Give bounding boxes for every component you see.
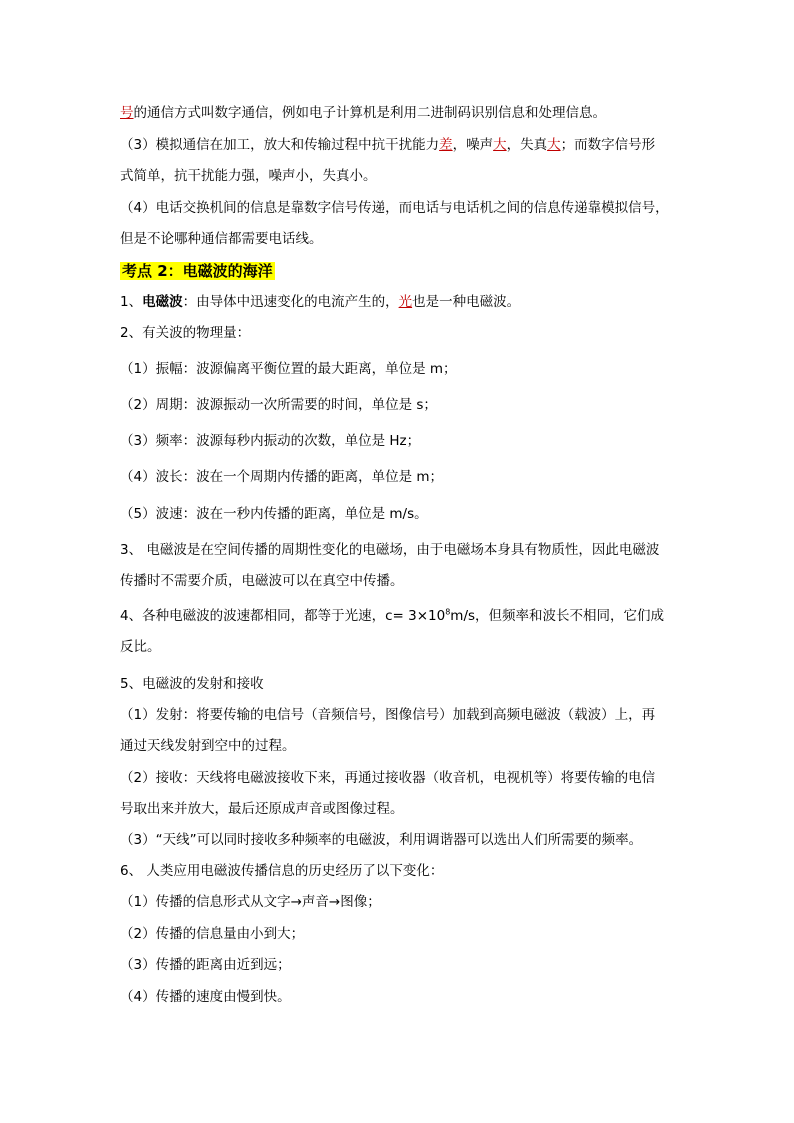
paragraph-line: （5）波速：波在一秒内传播的距离，单位是 m/s。 [120, 506, 428, 522]
paragraph-line: （4）波长：波在一个周期内传播的距离，单位是 m； [120, 469, 444, 485]
paragraph-line: 传播时不需要介质，电磁波可以在真空中传播。 [120, 573, 404, 589]
text: （3）模拟通信在加工，放大和传输过程中抗干扰能力 [120, 137, 440, 153]
paragraph-line: （3）频率：波源每秒内振动的次数，单位是 Hz； [120, 433, 421, 449]
highlighted-word: 大 [493, 137, 507, 153]
highlighted-word: 光 [398, 294, 413, 310]
paragraph-line: 2、有关波的物理量： [120, 325, 251, 341]
paragraph-line: 5、电磁波的发射和接收 [120, 676, 264, 692]
highlighted-word: 差 [439, 137, 453, 153]
paragraph-line: （3）“天线”可以同时接收多种频率的电磁波，利用调谐器可以选出人们所需要的频率。 [120, 832, 643, 848]
text: m/s，但频率和波长不相同，它们成 [450, 608, 665, 624]
paragraph-line: 3、 电磁波是在空间传播的周期性变化的电磁场，由于电磁场本身具有物质性，因此电磁波 [120, 542, 660, 558]
bold-term: 电磁波 [142, 294, 183, 310]
paragraph-line: （4）传播的速度由慢到快。 [120, 989, 291, 1005]
highlighted-word: 号 [120, 105, 134, 121]
paragraph-line: （2）周期：波源振动一次所需要的时间，单位是 s； [120, 397, 437, 413]
paragraph-line: （2）传播的信息量由小到大； [120, 926, 305, 942]
paragraph-line: （4）电话交换机间的信息是靠数字信号传递，而电话与电话机之间的信息传递靠模拟信号， [120, 200, 669, 216]
text: 也是一种电磁波。 [412, 294, 521, 310]
paragraph-line: 式简单，抗干扰能力强，噪声小，失真小。 [120, 168, 377, 184]
paragraph-line: 6、 人类应用电磁波传播信息的历史经历了以下变化： [120, 863, 444, 879]
section-heading [120, 262, 680, 281]
paragraph-line: 通过天线发射到空中的过程。 [120, 738, 296, 754]
paragraph-line: （1）发射：将要传输的电信号（音频信号，图像信号）加载到高频电磁波（载波）上，再 [120, 707, 656, 723]
text: 的通信方式叫数字通信，例如电子计算机是利用二进制码识别信息和处理信息。 [133, 105, 606, 121]
text: ，失真 [506, 137, 548, 153]
text: 4、各种电磁波的波速都相同，都等于光速，c= 3×10 [120, 608, 446, 624]
text: ：由导体中迅速变化的电流产生的， [182, 294, 399, 310]
paragraph-line: 反比。 [120, 639, 161, 655]
paragraph-line [120, 607, 680, 625]
paragraph-line: 号取出来并放大，最后还原成声音或图像过程。 [120, 801, 404, 817]
superscript: 8 [445, 607, 451, 617]
paragraph-line: 但是不论哪种通信都需要电话线。 [120, 231, 323, 247]
text: 1、 [120, 294, 143, 310]
paragraph-line: （1）振幅：波源偏离平衡位置的最大距离，单位是 m； [120, 361, 457, 377]
heading-text: 考点 2：电磁波的海洋 [122, 262, 273, 280]
paragraph-line: （2）接收：天线将电磁波接收下来，再通过接收器（收音机，电视机等）将要传输的电信 [120, 770, 656, 786]
text: ，噪声 [452, 137, 494, 153]
paragraph-line: （1）传播的信息形式从文字→声音→图像； [120, 894, 381, 910]
paragraph-line: （3）传播的距离由近到远； [120, 957, 291, 973]
highlighted-word: 大 [547, 137, 561, 153]
paragraph-line [120, 136, 680, 154]
paragraph-line [120, 293, 680, 311]
text: ；而数字信号形 [560, 137, 656, 153]
paragraph-line [120, 104, 680, 122]
